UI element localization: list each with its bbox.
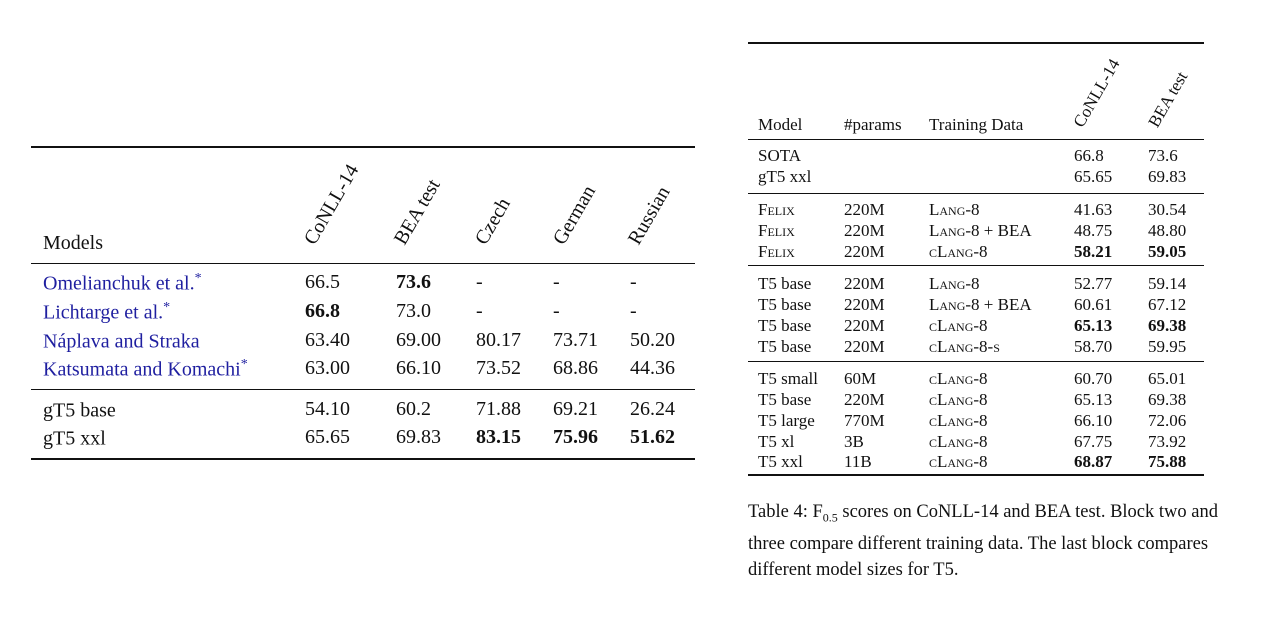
cell-conll: 65.13 [1074,316,1113,335]
cell-data: Lang-8 [929,200,980,219]
cell-params: 220M [844,274,885,293]
model-label: Omelianchuk et al. [43,272,195,295]
table-cell: 80.17 [476,329,521,351]
col-header-conll14: CoNLL-14 [299,160,364,249]
table-cell: 69.21 [553,398,598,420]
table-cell: 44.36 [630,357,675,379]
cell-params: 220M [844,316,885,335]
cell-params: 60M [844,369,877,388]
table-cell: 63.40 [305,329,350,351]
cell-params: 3B [844,432,864,451]
table-cell: 63.00 [305,357,350,379]
col-header-russian: Russian [623,182,675,249]
training-data-header: Training Data [929,115,1024,134]
cell-bea: 48.80 [1148,221,1187,240]
model-label: Katsumata and Komachi [43,358,241,381]
cell-data: cLang-8 [929,411,988,430]
model-label: Lichtarge et al. [43,301,164,324]
table-cell: 73.0 [396,300,431,322]
row-model-name[interactable] [43,358,248,380]
cell-params: 220M [844,221,885,240]
cell-model: T5 xxl [758,452,803,471]
bottom-rule [31,458,695,460]
cell-model: Felix [758,221,795,240]
model-header: Model [758,115,803,134]
cell-conll: 67.75 [1074,432,1113,451]
cell-conll: 66.10 [1074,411,1113,430]
cell-model: T5 base [758,316,812,335]
cell-conll: 58.21 [1074,242,1113,261]
top-rule [748,42,1204,44]
cell-bea: 69.38 [1148,390,1187,409]
table-cell: 69.83 [396,426,441,448]
cell-bea: 59.14 [1148,274,1187,293]
table-cell: 66.8 [305,300,340,322]
block-rule-2 [748,265,1204,266]
cell-data: cLang-8-s [929,337,1000,356]
footnote-star: * [194,271,202,286]
cell-bea: 73.6 [1148,146,1178,165]
params-header: #params [844,115,902,134]
cell-bea: 59.05 [1148,242,1187,261]
row-model-name[interactable] [43,301,170,323]
block-rule-1 [748,193,1204,194]
table-cell: 60.2 [396,398,431,420]
row-model-name[interactable] [43,272,202,294]
table-cell: 54.10 [305,398,350,420]
caption-subscript: 0.5 [822,510,838,525]
table-cell: 68.86 [553,357,598,379]
cell-conll: 68.87 [1074,452,1113,471]
model-label: gT5 xxl [43,427,106,450]
table-caption [748,499,1218,583]
cell-model: T5 base [758,274,812,293]
block-rule [31,389,695,390]
cell-conll: 41.63 [1074,200,1113,219]
table-cell: - [630,271,637,293]
row-model-name [43,427,106,449]
model-label: Náplava and Straka [43,330,200,353]
table-cell: 73.71 [553,329,598,351]
conll14-header: CoNLL-14 [1069,55,1124,131]
footnote-star: * [240,357,248,372]
table-cell: 83.15 [476,426,521,448]
cell-model: T5 xl [758,432,795,451]
table-cell: 73.6 [396,271,431,293]
cell-params: 770M [844,411,885,430]
cell-model: Felix [758,200,795,219]
cell-data: Lang-8 + BEA [929,221,1032,240]
cell-bea: 65.01 [1148,369,1187,388]
table-cell: 71.88 [476,398,521,420]
cell-data: Lang-8 [929,274,980,293]
cell-conll: 52.77 [1074,274,1113,293]
cell-bea: 67.12 [1148,295,1187,314]
col-header-czech: Czech [470,194,515,249]
cell-bea: 75.88 [1148,452,1187,471]
cell-params: 220M [844,242,885,261]
cell-conll: 66.8 [1074,146,1104,165]
cell-bea: 30.54 [1148,200,1187,219]
block-rule-3 [748,361,1204,362]
table-cell: 69.00 [396,329,441,351]
row-model-name[interactable] [43,330,200,352]
cell-model: T5 base [758,390,812,409]
cell-bea: 59.95 [1148,337,1187,356]
table-cell: 26.24 [630,398,675,420]
cell-params: 11B [844,452,872,471]
table-cell: 75.96 [553,426,598,448]
caption-text: scores on CoNLL-14 and BEA test. Block two and three compare different training data. The last block compares different model sizes for T5. [748,502,1218,580]
cell-conll: 65.13 [1074,390,1113,409]
cell-params: 220M [844,390,885,409]
cell-model: T5 base [758,295,812,314]
table-cell: - [476,300,483,322]
row-model-name [43,399,116,421]
cell-data: cLang-8 [929,390,988,409]
table-cell: 65.65 [305,426,350,448]
cell-model: T5 small [758,369,818,388]
model-label: gT5 base [43,399,116,422]
table-cell: 50.20 [630,329,675,351]
cell-data: cLang-8 [929,369,988,388]
cell-conll: 60.61 [1074,295,1113,314]
cell-conll: 58.70 [1074,337,1113,356]
header-rule [31,263,695,264]
top-rule [31,146,695,148]
table-cell: 51.62 [630,426,675,448]
table-cell: 66.10 [396,357,441,379]
cell-model: SOTA [758,146,802,165]
cell-params: 220M [844,337,885,356]
col-header-bea-test: BEA test [389,175,445,249]
caption-label: Table 4: F [748,502,823,522]
header-rule [748,139,1204,140]
cell-bea: 72.06 [1148,411,1187,430]
bea-test-header: BEA test [1144,68,1192,131]
cell-params: 220M [844,200,885,219]
cell-conll: 65.65 [1074,167,1113,186]
cell-data: cLang-8 [929,452,988,471]
table-cell: - [476,271,483,293]
cell-bea: 73.92 [1148,432,1187,451]
footnote-star: * [163,300,171,315]
cell-conll: 60.70 [1074,369,1113,388]
cell-data: cLang-8 [929,432,988,451]
cell-params: 220M [844,295,885,314]
cell-bea: 69.38 [1148,316,1187,335]
cell-model: T5 large [758,411,815,430]
cell-model: Felix [758,242,795,261]
col-header-german: German [548,181,601,249]
table-cell: 66.5 [305,271,340,293]
cell-bea: 69.83 [1148,167,1187,186]
cell-data: Lang-8 + BEA [929,295,1032,314]
cell-data: cLang-8 [929,316,988,335]
table-cell: - [553,300,560,322]
table-cell: 73.52 [476,357,521,379]
bottom-rule [748,474,1204,476]
cell-model: T5 base [758,337,812,356]
table-cell: - [630,300,637,322]
table-cell: - [553,271,560,293]
cell-data: cLang-8 [929,242,988,261]
models-header: Models [43,232,103,254]
cell-model: gT5 xxl [758,167,812,186]
cell-conll: 48.75 [1074,221,1113,240]
